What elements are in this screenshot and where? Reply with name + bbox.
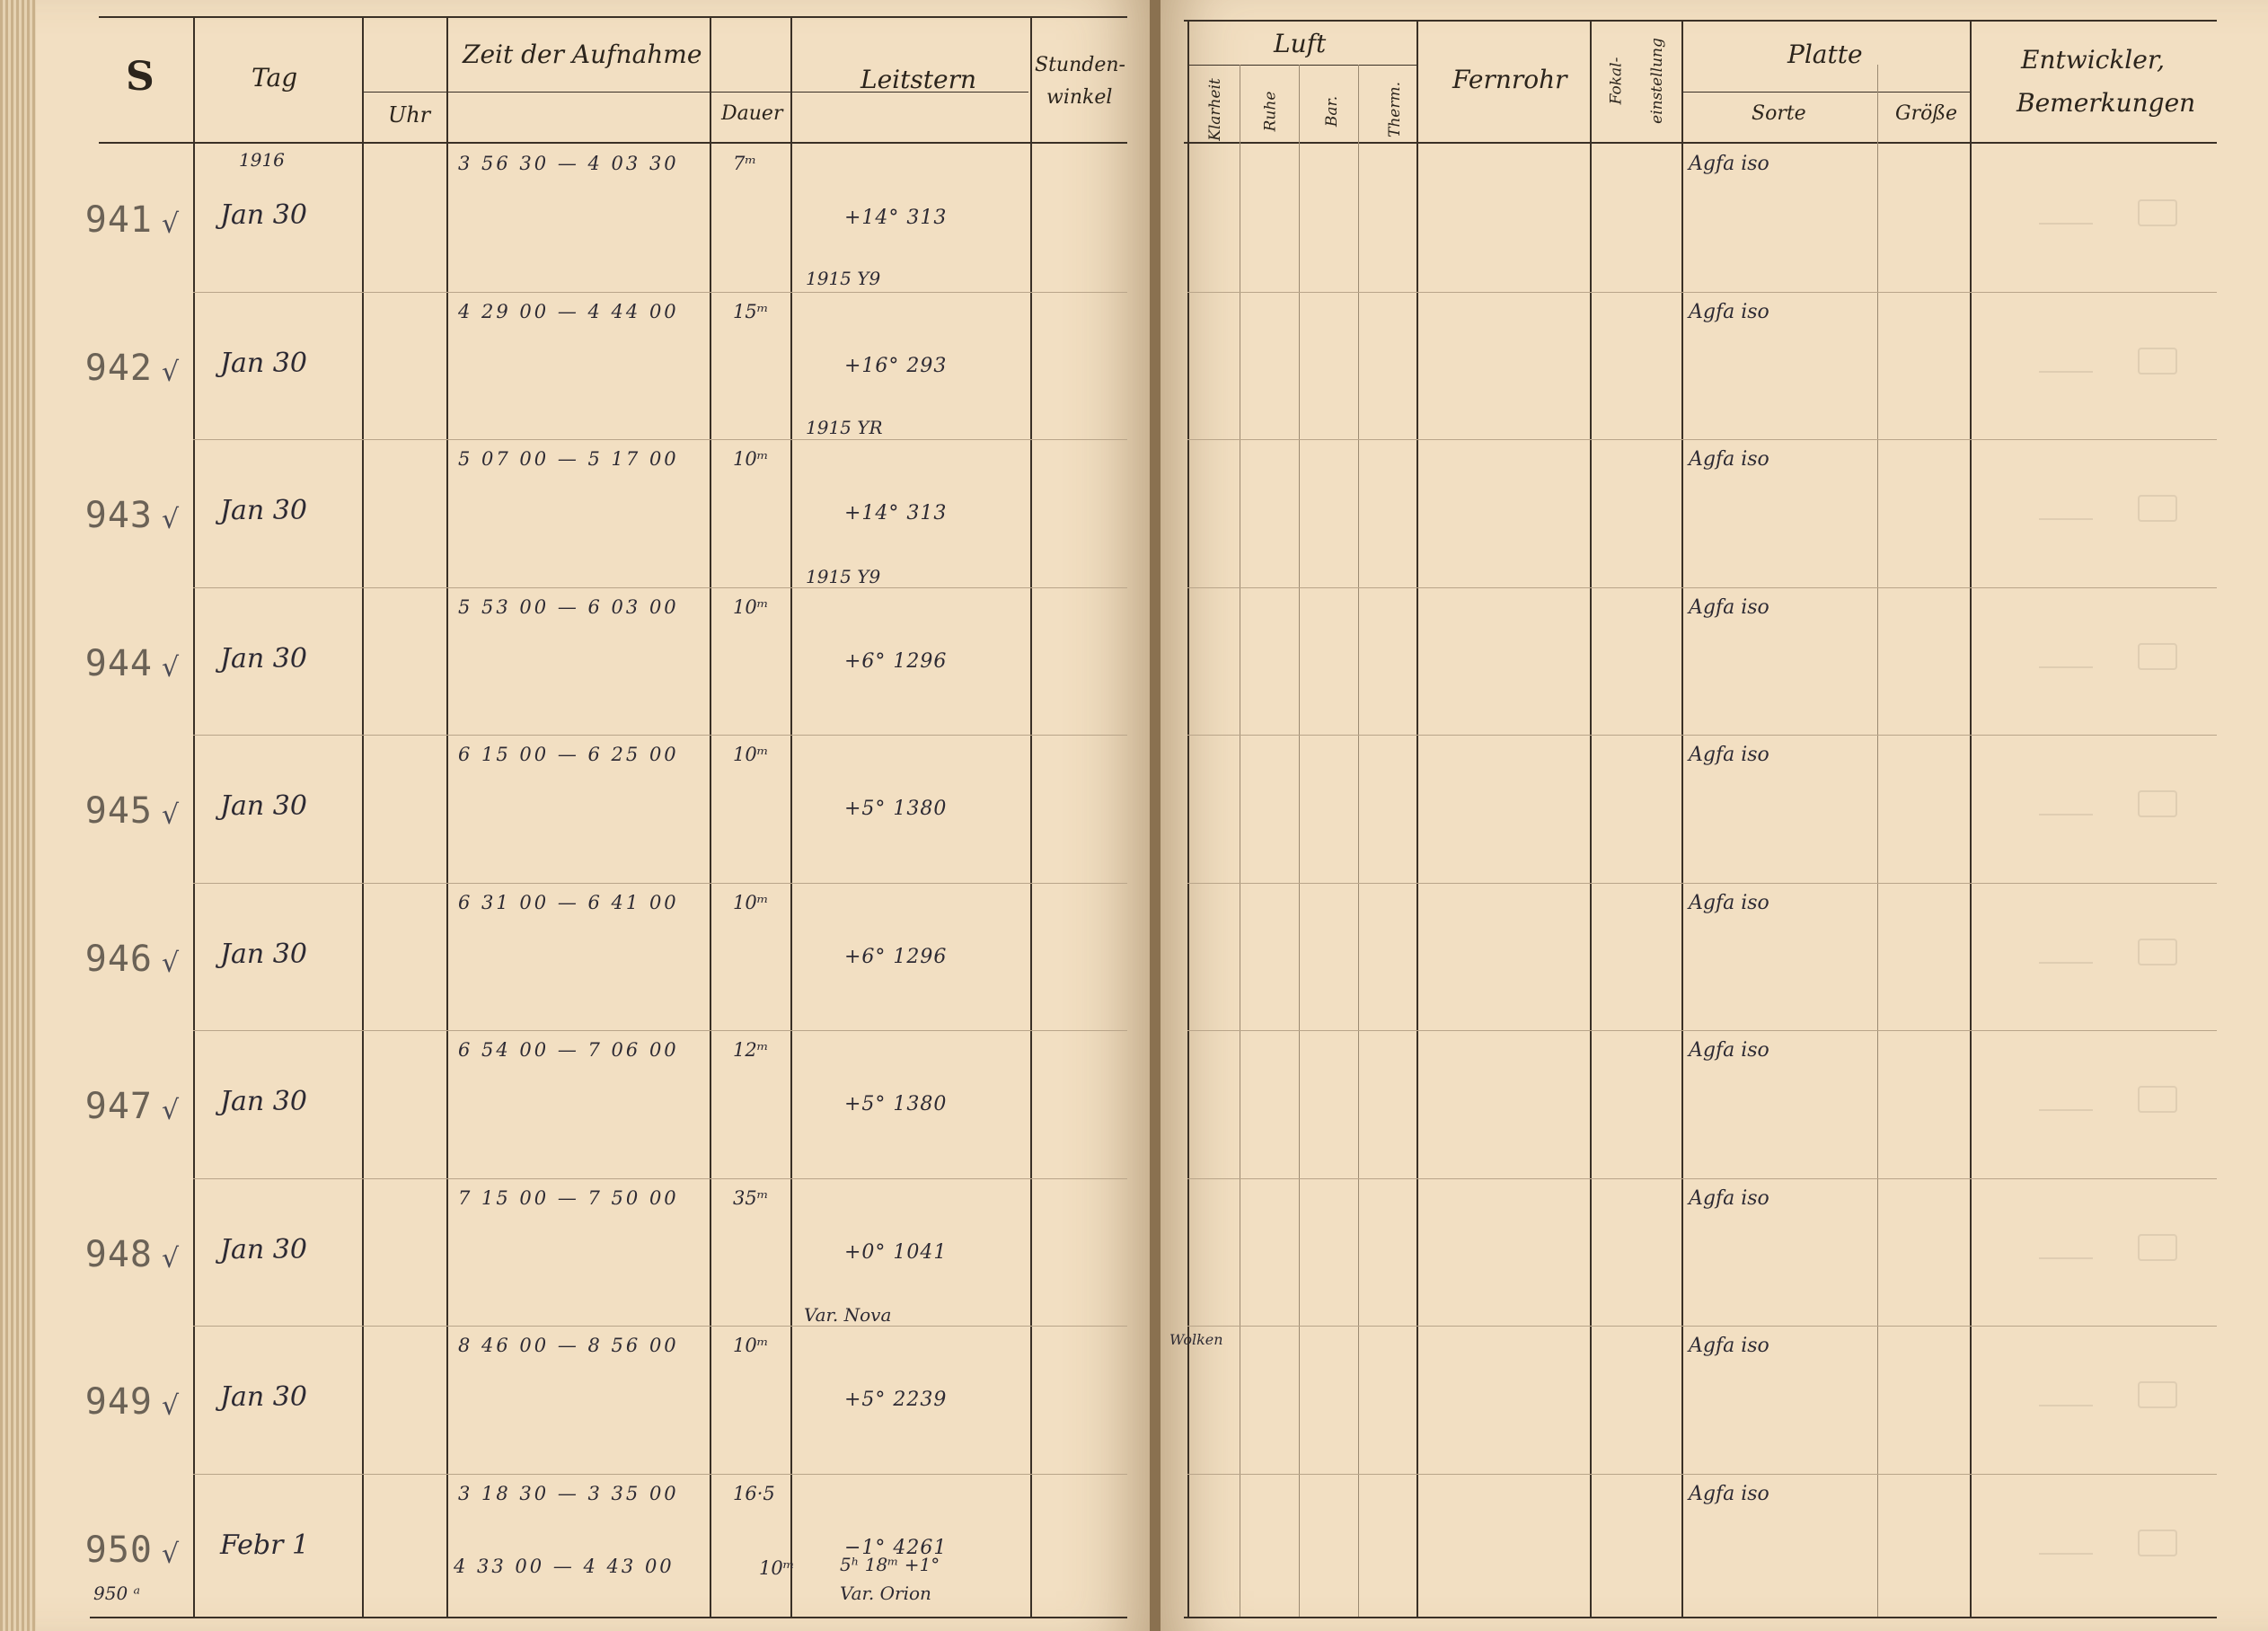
bleed-through-mark	[2138, 1381, 2177, 1408]
entry-number: 947	[84, 1086, 153, 1127]
entry-time: 5 07 00 — 5 17 00	[458, 448, 679, 470]
checkmark: √	[162, 799, 180, 831]
bleed-through-mark	[2138, 1530, 2177, 1556]
header-stunden-1: Stunden-	[1035, 54, 1125, 76]
right-top-rule	[1184, 20, 2217, 22]
entry-plate-type: Agfa iso	[1689, 1039, 1769, 1062]
entry-plate-type: Agfa iso	[1689, 1483, 1769, 1505]
entry-duration: 10ᵐ	[733, 892, 769, 913]
left-row-rule	[193, 439, 1127, 440]
bleed-through-mark	[2039, 353, 2093, 373]
right-row-rule	[1187, 883, 2217, 884]
left-page	[36, 0, 1150, 1631]
right-luft-subrule	[1187, 65, 1416, 66]
note-var-nova: Var. Nova	[804, 1304, 892, 1326]
note-1915-y9-a: 1915 Y9	[806, 268, 881, 289]
entry-duration: 15ᵐ	[733, 301, 769, 322]
entry-time: 5 53 00 — 6 03 00	[458, 596, 679, 618]
entry-duration: 10ᵐ	[733, 596, 769, 618]
entry-plate-type: Agfa iso	[1689, 596, 1769, 619]
entry-duration: 10ᵐ	[733, 1335, 769, 1356]
left-row-rule	[193, 1326, 1127, 1327]
entry-plate-type: Agfa iso	[1689, 1335, 1769, 1357]
entry-guide-star: −1° 4261	[844, 1537, 948, 1559]
right-page	[1160, 0, 2268, 1631]
left-row-rule	[193, 1030, 1127, 1031]
header-leitstern: Leitstern	[860, 65, 976, 94]
bleed-through-mark	[2039, 1535, 2093, 1555]
left-row-rule	[193, 1474, 1127, 1475]
entry-guide-star: +6° 1296	[844, 650, 948, 673]
left-col-dauer	[790, 16, 792, 1617]
entry-number: 944	[84, 643, 153, 684]
entry-guide-star: +0° 1041	[844, 1241, 948, 1264]
header-fokal-1: Fokal-	[1607, 57, 1626, 105]
bleed-through-mark	[2039, 500, 2093, 520]
entry-time: 8 46 00 — 8 56 00	[458, 1335, 679, 1356]
entry-guide-star: +5° 2239	[844, 1389, 948, 1411]
left-row-rule	[193, 735, 1127, 736]
header-fernrohr: Fernrohr	[1452, 65, 1567, 94]
note-var-orion: Var. Orion	[840, 1583, 931, 1604]
bleed-through-mark	[2039, 1387, 2093, 1406]
entry-plate-type: Agfa iso	[1689, 1187, 1769, 1210]
checkmark: √	[162, 652, 180, 683]
right-row-rule	[1187, 1178, 2217, 1179]
header-dauer: Dauer	[721, 102, 783, 125]
checkmark: √	[162, 1095, 180, 1126]
entry-guide-star: +16° 293	[844, 355, 948, 377]
entry-time: 4 29 00 — 4 44 00	[458, 301, 679, 322]
left-row-rule	[193, 292, 1127, 293]
entry-date: Jan 30	[220, 790, 307, 822]
right-col-luft	[1416, 20, 1418, 1617]
right-col-fernrohr	[1590, 20, 1592, 1617]
entry-plate-type: Agfa iso	[1689, 153, 1769, 175]
entry-date: Jan 30	[220, 199, 307, 231]
left-col-zeit	[710, 16, 711, 1617]
right-platte-subrule	[1682, 92, 1970, 93]
left-top-rule	[99, 16, 1127, 18]
left-header-rule	[99, 142, 1127, 144]
right-col-ruhe	[1299, 65, 1300, 1617]
left-col-tag	[362, 16, 364, 1617]
right-header-rule	[1184, 142, 2217, 144]
bleed-through-mark	[2039, 944, 2093, 964]
entry-plate-type: Agfa iso	[1689, 744, 1769, 766]
bleed-through-mark	[2138, 1234, 2177, 1261]
note-wolken: Wolken	[1169, 1331, 1223, 1348]
bleed-through-mark	[2039, 1091, 2093, 1111]
header-klarheit: Klarheit	[1205, 78, 1224, 141]
header-ruhe: Ruhe	[1261, 91, 1280, 132]
entry-time: 3 18 30 — 3 35 00	[458, 1483, 679, 1504]
right-col-platte	[1970, 20, 1972, 1617]
entry-duration: 7ᵐ	[733, 153, 757, 174]
entry-number: 948	[84, 1234, 153, 1275]
entry-date: Jan 30	[220, 643, 307, 674]
checkmark: √	[162, 1538, 180, 1570]
left-bottom-rule	[90, 1617, 1127, 1618]
right-col-start	[1187, 20, 1189, 1617]
entry-plate-type: Agfa iso	[1689, 301, 1769, 323]
entry-guide-star: +5° 1380	[844, 798, 948, 820]
entry-number: 949	[84, 1381, 153, 1423]
bleed-through-mark	[2138, 348, 2177, 375]
note-position: 5ʰ 18ᵐ +1°	[840, 1554, 940, 1575]
header-sorte: Sorte	[1752, 102, 1806, 125]
bleed-through-mark	[2039, 205, 2093, 225]
bleed-through-mark	[2138, 199, 2177, 226]
left-col-uhr	[446, 16, 448, 1617]
left-col-s	[193, 16, 195, 1617]
entry-plate-type: Agfa iso	[1689, 892, 1769, 914]
right-row-rule	[1187, 439, 2217, 440]
right-row-rule	[1187, 1030, 2217, 1031]
entry-guide-star: +14° 313	[844, 502, 948, 525]
book-gutter	[1150, 0, 1160, 1631]
checkmark: √	[162, 1390, 180, 1422]
right-col-sorte	[1877, 65, 1878, 1617]
right-row-rule	[1187, 1474, 2217, 1475]
bleed-through-mark	[2138, 643, 2177, 670]
entry-number: 945	[84, 790, 153, 832]
bleed-through-mark	[2138, 939, 2177, 965]
bleed-through-mark	[2039, 648, 2093, 668]
header-bar: Bar.	[1323, 95, 1342, 128]
bleed-through-mark	[2138, 790, 2177, 817]
header-luft: Luft	[1274, 29, 1327, 58]
right-col-fokal	[1681, 20, 1683, 1617]
entry-date: Jan 30	[220, 1381, 307, 1413]
header-s: S	[126, 54, 154, 100]
note-1915-y9-b: 1915 Y9	[806, 566, 881, 587]
left-row-rule	[193, 883, 1127, 884]
header-zeit: Zeit der Aufnahme	[463, 40, 702, 69]
entry-date: Jan 30	[220, 939, 307, 970]
note-second-duration: 10ᵐ	[759, 1557, 795, 1579]
checkmark: √	[162, 208, 180, 240]
entry-number: 950	[84, 1530, 153, 1571]
header-stunden-2: winkel	[1046, 86, 1113, 109]
entry-number: 942	[84, 348, 153, 389]
entry-date: Jan 30	[220, 348, 307, 379]
checkmark: √	[162, 357, 180, 388]
bleed-through-mark	[2138, 1086, 2177, 1113]
entry-duration: 12ᵐ	[733, 1039, 769, 1061]
entry-number: 946	[84, 939, 153, 980]
entry-number: 943	[84, 495, 153, 536]
note-1915-yr: 1915 YR	[806, 417, 883, 438]
right-row-rule	[1187, 587, 2217, 588]
right-bottom-rule	[1184, 1617, 2217, 1618]
checkmark: √	[162, 1243, 180, 1274]
entry-duration: 35ᵐ	[733, 1187, 769, 1209]
right-row-rule	[1187, 1326, 2217, 1327]
header-platte: Platte	[1787, 40, 1863, 69]
note-entry-950a: 950 ᵃ	[93, 1583, 141, 1604]
entry-time: 6 54 00 — 7 06 00	[458, 1039, 679, 1061]
bleed-through-mark	[2039, 1239, 2093, 1259]
entry-duration: 10ᵐ	[733, 448, 769, 470]
header-therm: Therm.	[1386, 82, 1404, 137]
header-entwickler-1: Entwickler,	[2021, 45, 2166, 75]
bleed-through-mark	[2138, 495, 2177, 522]
checkmark: √	[162, 504, 180, 535]
entry-duration: 16·5	[733, 1483, 775, 1504]
right-row-rule	[1187, 292, 2217, 293]
header-fokal-2: einstellung	[1647, 38, 1666, 124]
entry-guide-star: +14° 313	[844, 207, 948, 229]
entry-guide-star: +5° 1380	[844, 1093, 948, 1115]
left-col-leitstern	[1030, 16, 1032, 1617]
header-entwickler-2: Bemerkungen	[2016, 88, 2196, 118]
header-groesse: Größe	[1895, 102, 1958, 125]
note-second-time: 4 33 00 — 4 43 00	[454, 1556, 675, 1577]
entry-time: 6 31 00 — 6 41 00	[458, 892, 679, 913]
entry-time: 6 15 00 — 6 25 00	[458, 744, 679, 765]
header-tag: Tag	[252, 63, 298, 93]
entry-duration: 10ᵐ	[733, 744, 769, 765]
entry-date: Jan 30	[220, 1234, 307, 1265]
entry-time: 3 56 30 — 4 03 30	[458, 153, 679, 174]
page-edge-stack	[0, 0, 36, 1631]
year-label: 1916	[239, 149, 285, 171]
checkmark: √	[162, 948, 180, 979]
entry-date: Jan 30	[220, 495, 307, 526]
left-row-rule	[193, 1178, 1127, 1179]
entry-time: 7 15 00 — 7 50 00	[458, 1187, 679, 1209]
entry-guide-star: +6° 1296	[844, 946, 948, 968]
entry-plate-type: Agfa iso	[1689, 448, 1769, 471]
entry-number: 941	[84, 199, 153, 241]
header-uhr: Uhr	[388, 102, 431, 128]
entry-date: Jan 30	[220, 1086, 307, 1117]
right-col-bar	[1358, 65, 1359, 1617]
right-row-rule	[1187, 735, 2217, 736]
entry-date: Febr 1	[220, 1530, 310, 1561]
left-row-rule	[193, 587, 1127, 588]
bleed-through-mark	[2039, 796, 2093, 816]
